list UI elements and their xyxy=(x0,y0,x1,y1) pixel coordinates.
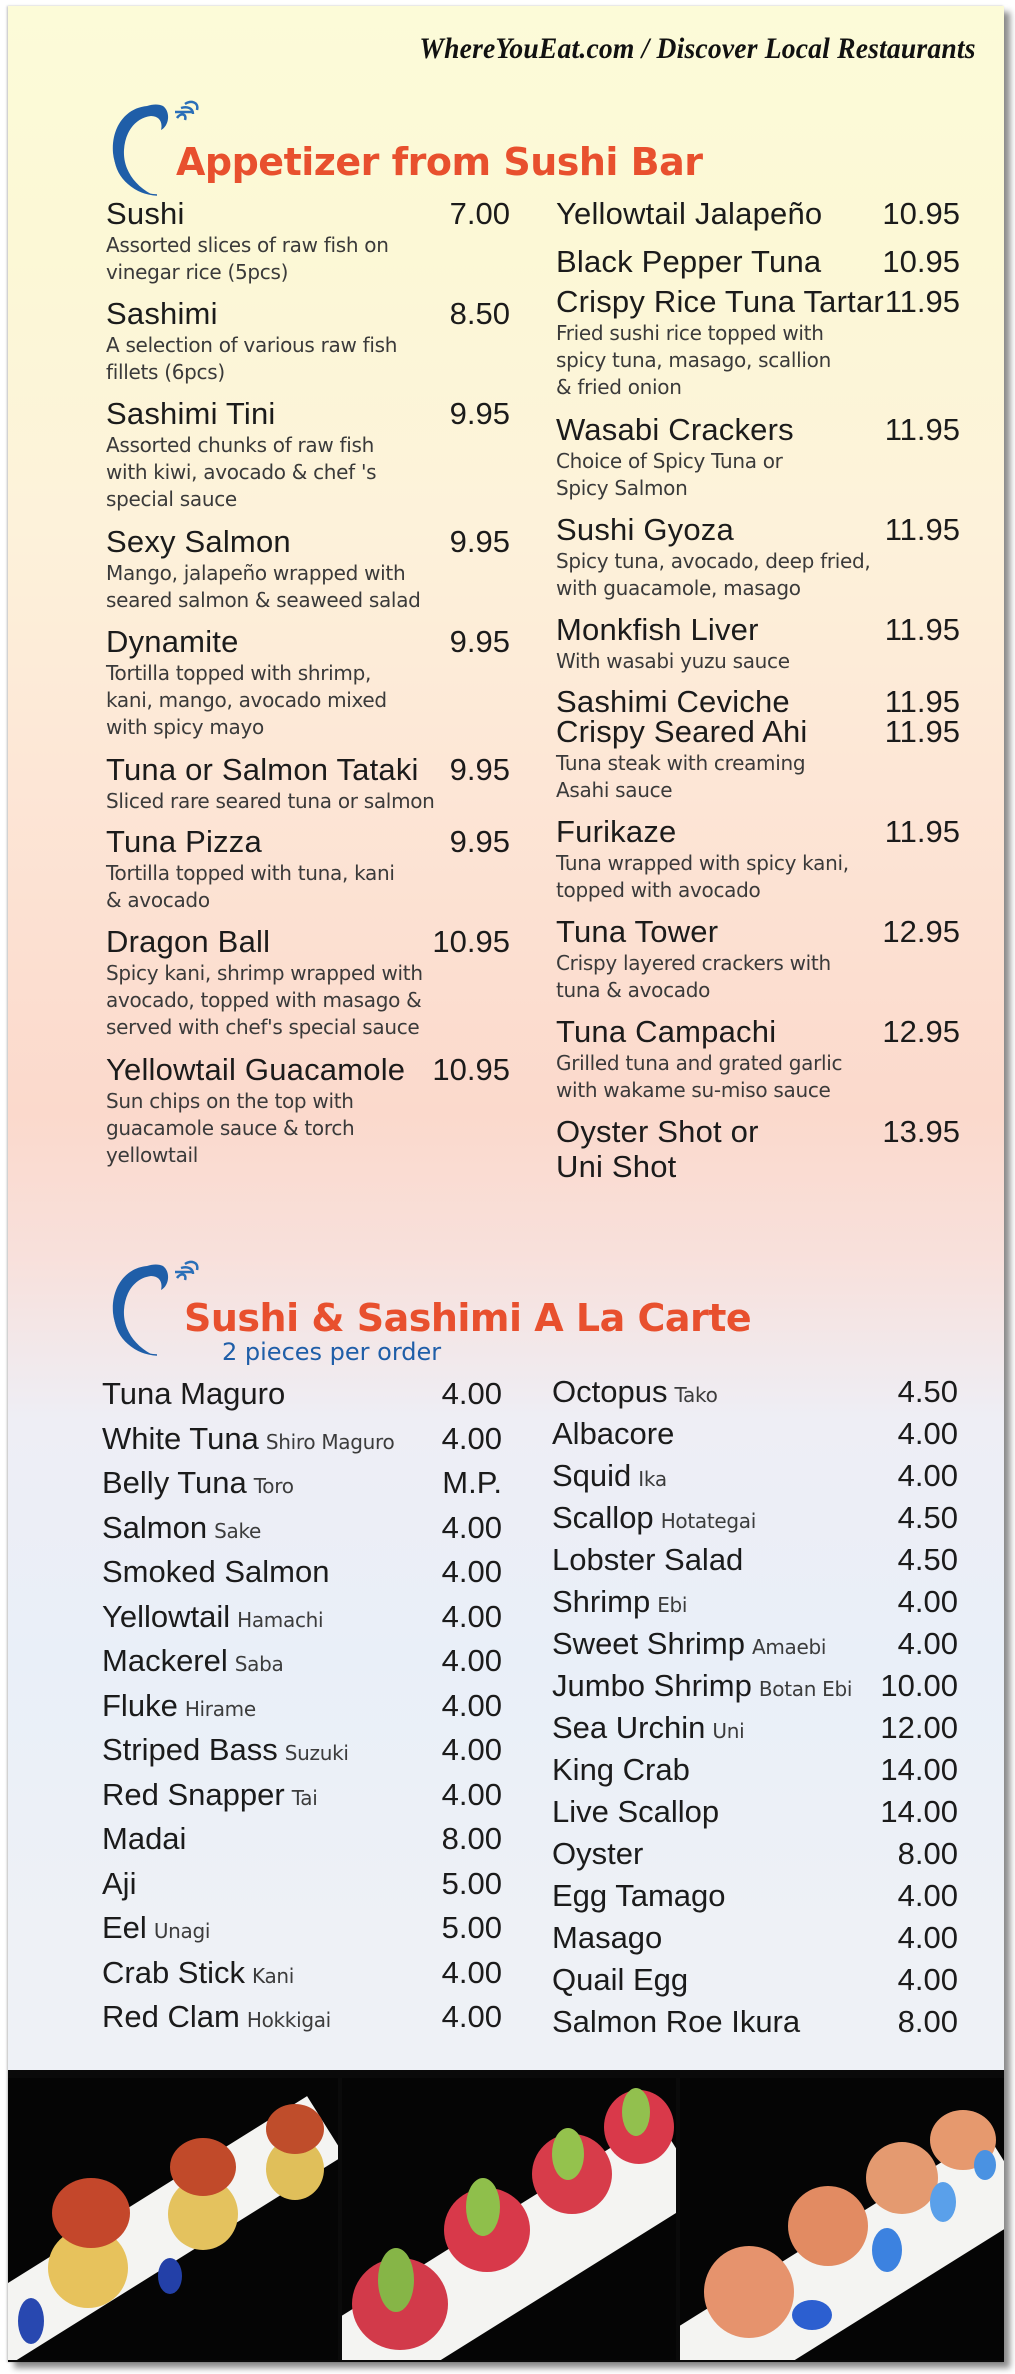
a-la-carte-item-name: Quail Egg xyxy=(552,1962,689,1997)
a-la-carte-item-japanese-name: Kani xyxy=(251,1963,295,1988)
menu-item-description xyxy=(106,860,510,914)
description-line: Asahi sauce xyxy=(556,778,673,802)
a-la-carte-item xyxy=(552,1920,958,1962)
a-la-carte-item-price: 5.00 xyxy=(441,1865,502,1901)
a-la-carte-item-price: 4.00 xyxy=(441,1732,502,1767)
menu-item-price: 11.95 xyxy=(884,512,960,547)
menu-item xyxy=(106,524,510,614)
menu-item-price: 9.95 xyxy=(449,624,510,659)
a-la-carte-item-name: Jumbo Shrimp xyxy=(552,1668,752,1703)
a-la-carte-item-label xyxy=(552,1836,643,1872)
a-la-carte-item-price: 4.00 xyxy=(441,1509,502,1545)
menu-item-name: Sushi Gyoza xyxy=(556,512,734,547)
menu-item-description xyxy=(106,332,510,386)
a-la-carte-item-price: 4.50 xyxy=(897,1542,958,1577)
a-la-carte-item-japanese-name: Botan Ebi xyxy=(758,1677,853,1701)
a-la-carte-item-label xyxy=(552,1584,687,1620)
a-la-carte-item-label xyxy=(102,1821,186,1857)
menu-item-price: 9.95 xyxy=(449,824,510,859)
a-la-carte-item-label xyxy=(552,1542,743,1578)
a-la-carte-right-column xyxy=(552,1376,958,2046)
a-la-carte-item xyxy=(552,1584,958,1626)
a-la-carte-item-price: 10.00 xyxy=(880,1668,958,1703)
description-line: Crispy layered crackers with xyxy=(556,951,831,975)
menu-item-description xyxy=(106,960,510,1041)
description-line: kani, mango, avocado mixed xyxy=(106,688,387,712)
description-line: Spicy Salmon xyxy=(556,476,688,500)
a-la-carte-item-label xyxy=(552,1416,674,1452)
description-line: guacamole sauce & torch xyxy=(106,1116,355,1140)
a-la-carte-section-title: Sushi & Sashimi A La Carte xyxy=(184,1296,752,1340)
a-la-carte-item xyxy=(552,1542,958,1584)
menu-item xyxy=(556,714,960,804)
a-la-carte-item xyxy=(552,1794,958,1836)
menu-item-price: 12.95 xyxy=(882,914,960,949)
menu-item-name: Dragon Ball xyxy=(106,924,271,959)
description-line: fillets (6pcs) xyxy=(106,360,225,384)
menu-item xyxy=(556,612,960,675)
a-la-carte-item-price: 5.00 xyxy=(441,1910,502,1945)
site-banner: WhereYouEat.com / Discover Local Restaurants xyxy=(419,32,976,65)
a-la-carte-item xyxy=(102,1777,502,1822)
menu-item-name: Sexy Salmon xyxy=(106,524,291,559)
menu-item-description xyxy=(556,448,960,502)
menu-item-name: Dynamite xyxy=(106,624,239,659)
a-la-carte-item xyxy=(552,1878,958,1920)
menu-item xyxy=(556,244,960,279)
a-la-carte-item-price: 4.00 xyxy=(441,1376,502,1411)
a-la-carte-item-name: Smoked Salmon xyxy=(102,1554,330,1589)
menu-item-name: Monkfish Liver xyxy=(556,612,759,647)
description-line: A selection of various raw fish xyxy=(106,333,398,357)
a-la-carte-item xyxy=(102,1910,502,1955)
a-la-carte-item xyxy=(102,1821,502,1866)
menu-item-price: 11.95 xyxy=(884,684,960,719)
a-la-carte-item-japanese-name: Hirame xyxy=(184,1696,256,1721)
a-la-carte-item-label xyxy=(102,1910,210,1946)
menu-item xyxy=(556,1014,960,1104)
a-la-carte-item-name: Sea Urchin xyxy=(552,1710,706,1745)
a-la-carte-item-label xyxy=(552,1710,744,1746)
a-la-carte-subtitle: 2 pieces per order xyxy=(222,1338,442,1366)
description-line: Spicy tuna, avocado, deep fried, xyxy=(556,549,871,573)
a-la-carte-item-japanese-name: Uni xyxy=(712,1719,745,1743)
a-la-carte-item-price: 4.00 xyxy=(441,1420,502,1456)
a-la-carte-item xyxy=(552,1836,958,1878)
a-la-carte-item xyxy=(552,1962,958,2004)
menu-item-description xyxy=(106,660,510,741)
menu-item-price: 11.95 xyxy=(884,714,960,749)
a-la-carte-item-price: 4.00 xyxy=(897,1458,958,1493)
a-la-carte-item-japanese-name: Hokkigai xyxy=(246,2008,331,2032)
menu-item-name: Yellowtail Jalapeño xyxy=(556,196,823,231)
a-la-carte-item-name: Live Scallop xyxy=(552,1794,720,1829)
a-la-carte-item-japanese-name: Toro xyxy=(253,1474,294,1498)
description-line: vinegar rice (5pcs) xyxy=(106,260,289,284)
a-la-carte-item-name: King Crab xyxy=(552,1752,690,1787)
a-la-carte-item-price: 4.00 xyxy=(897,1584,958,1619)
a-la-carte-item xyxy=(552,2004,958,2046)
menu-item-price: 7.00 xyxy=(449,196,510,231)
description-line: with spicy mayo xyxy=(106,715,264,739)
a-la-carte-item-label xyxy=(102,1999,331,2035)
menu-item-price: 11.95 xyxy=(884,412,960,447)
a-la-carte-item-price: 4.00 xyxy=(897,1878,958,1913)
a-la-carte-item xyxy=(552,1752,958,1794)
description-line: seared salmon & seaweed salad xyxy=(106,588,421,612)
a-la-carte-item-price: 8.00 xyxy=(897,2004,958,2039)
a-la-carte-item-price: 14.00 xyxy=(880,1794,958,1829)
a-la-carte-item-label xyxy=(102,1376,285,1412)
menu-item-price: 10.95 xyxy=(432,924,510,959)
a-la-carte-item-name: Aji xyxy=(102,1865,137,1901)
a-la-carte-item-price: 4.00 xyxy=(441,1999,502,2034)
menu-item-name: Tuna Tower xyxy=(556,914,719,949)
a-la-carte-item-japanese-name: Suzuki xyxy=(284,1741,349,1765)
a-la-carte-item xyxy=(102,1643,502,1688)
a-la-carte-item-price: 4.00 xyxy=(441,1954,502,1990)
a-la-carte-item-japanese-name: Tai xyxy=(291,1785,318,1810)
a-la-carte-item-japanese-name: Ebi xyxy=(657,1593,688,1617)
menu-item-price: 11.95 xyxy=(884,612,960,647)
a-la-carte-item-price: 4.50 xyxy=(897,1500,958,1535)
description-line: with wakame su-miso sauce xyxy=(556,1078,831,1102)
menu-item xyxy=(556,1114,960,1184)
a-la-carte-item-japanese-name: Unagi xyxy=(153,1919,211,1943)
a-la-carte-item-name: Belly Tuna xyxy=(102,1465,247,1500)
a-la-carte-item-japanese-name: Ika xyxy=(638,1467,667,1491)
description-line: With wasabi yuzu sauce xyxy=(556,649,790,673)
menu-item xyxy=(106,196,510,286)
a-la-carte-left-column xyxy=(102,1376,502,2044)
menu-item-description xyxy=(556,850,960,904)
menu-item xyxy=(556,512,960,602)
menu-item xyxy=(556,196,960,231)
a-la-carte-item-label xyxy=(102,1554,329,1590)
menu-item-price: 11.95 xyxy=(884,284,960,319)
menu-item-price: 10.95 xyxy=(882,196,960,231)
a-la-carte-item-label xyxy=(102,1688,256,1724)
description-line: Choice of Spicy Tuna or xyxy=(556,449,783,473)
description-line: Tuna steak with creaming xyxy=(556,751,806,775)
description-line: Fried sushi rice topped with xyxy=(556,321,824,345)
menu-item-price: 9.95 xyxy=(449,524,510,559)
a-la-carte-item-price: 4.00 xyxy=(441,1687,502,1723)
a-la-carte-item-price: 4.00 xyxy=(897,1962,958,1997)
a-la-carte-item-name: Salmon xyxy=(102,1509,208,1545)
a-la-carte-item xyxy=(102,1866,502,1911)
a-la-carte-item-name: Red Snapper xyxy=(102,1776,285,1812)
menu-item-name: Sushi xyxy=(106,196,185,231)
description-line: spicy tuna, masago, scallion xyxy=(556,348,831,372)
menu-item-price: 9.95 xyxy=(449,396,510,431)
a-la-carte-item-name: Octopus xyxy=(552,1374,668,1409)
menu-item-description xyxy=(106,432,510,513)
description-line: Tuna wrapped with spicy kani, xyxy=(556,851,849,875)
a-la-carte-item-label xyxy=(102,1599,323,1635)
menu-item-description xyxy=(556,648,960,675)
a-la-carte-item-price: 8.00 xyxy=(897,1836,958,1871)
a-la-carte-item-label xyxy=(552,1752,690,1788)
a-la-carte-item-label xyxy=(552,1500,756,1536)
menu-item-description xyxy=(106,232,510,286)
description-line: tuna & avocado xyxy=(556,978,711,1002)
a-la-carte-item-label xyxy=(552,1794,719,1830)
menu-item-price: 12.95 xyxy=(882,1014,960,1049)
description-line: Tortilla topped with tuna, kani xyxy=(106,861,395,885)
a-la-carte-item xyxy=(552,1626,958,1668)
a-la-carte-item-label xyxy=(102,1465,294,1501)
a-la-carte-item-name: Shrimp xyxy=(552,1584,651,1619)
description-line: special sauce xyxy=(106,487,237,511)
menu-item-name: Tuna or Salmon Tataki xyxy=(106,752,419,787)
description-line: Spicy kani, shrimp wrapped with xyxy=(106,961,423,985)
a-la-carte-item-price: M.P. xyxy=(442,1465,502,1500)
a-la-carte-item-label xyxy=(102,1421,394,1457)
menu-item-description xyxy=(556,1050,960,1104)
seared-salmon-balls-photo xyxy=(680,2078,1004,2360)
a-la-carte-item-label xyxy=(102,1777,318,1813)
a-la-carte-item-japanese-name: Hamachi xyxy=(237,1607,324,1632)
a-la-carte-item-label xyxy=(552,2004,800,2040)
a-la-carte-item-name: Striped Bass xyxy=(102,1732,278,1767)
a-la-carte-item-name: Eel xyxy=(102,1910,147,1945)
a-la-carte-item-price: 4.00 xyxy=(897,1920,958,1955)
menu-item xyxy=(556,412,960,502)
a-la-carte-item-name: Salmon Roe Ikura xyxy=(552,2004,801,2039)
a-la-carte-item xyxy=(102,1599,502,1644)
menu-item-name: Crispy Rice Tuna Tartar xyxy=(556,284,884,319)
a-la-carte-item-price: 14.00 xyxy=(880,1752,958,1787)
description-line: topped with avocado xyxy=(556,878,761,902)
a-la-carte-item-name: Fluke xyxy=(102,1687,178,1723)
description-line: Assorted chunks of raw fish xyxy=(106,433,374,457)
a-la-carte-item xyxy=(102,1510,502,1555)
a-la-carte-item-name: Oyster xyxy=(552,1836,644,1871)
menu-item-description xyxy=(106,1088,510,1169)
menu-item xyxy=(106,296,510,386)
menu-item xyxy=(556,284,960,401)
menu-item-price: 11.95 xyxy=(884,814,960,849)
a-la-carte-item xyxy=(102,1999,502,2044)
a-la-carte-item-label xyxy=(552,1626,826,1662)
description-line: Mango, jalapeño wrapped with xyxy=(106,561,406,585)
menu-item-name: Crispy Seared Ahi xyxy=(556,714,808,749)
menu-item-name-line: Oyster Shot or xyxy=(556,1114,759,1149)
menu-item xyxy=(556,914,960,1004)
menu-item xyxy=(106,924,510,1041)
description-line: with guacamole, masago xyxy=(556,576,801,600)
a-la-carte-item-label xyxy=(552,1878,726,1914)
a-la-carte-item-name: Tuna Maguro xyxy=(102,1376,286,1411)
a-la-carte-section-header xyxy=(102,1258,782,1378)
menu-item-price: 9.95 xyxy=(449,752,510,787)
a-la-carte-item-name: Egg Tamago xyxy=(552,1878,726,1913)
a-la-carte-item-label xyxy=(552,1962,688,1998)
a-la-carte-item-label xyxy=(102,1866,136,1902)
description-line: Sun chips on the top with xyxy=(106,1089,354,1113)
menu-item xyxy=(106,1052,510,1169)
description-line: Tortilla topped with shrimp, xyxy=(106,661,372,685)
menu-page xyxy=(8,6,1004,2362)
menu-item xyxy=(106,624,510,741)
a-la-carte-item xyxy=(552,1710,958,1752)
menu-item xyxy=(106,396,510,513)
a-la-carte-item-japanese-name: Hotategai xyxy=(660,1509,757,1533)
a-la-carte-item-name: Lobster Salad xyxy=(552,1542,744,1577)
description-line: with kiwi, avocado & chef 's xyxy=(106,460,377,484)
a-la-carte-item-price: 8.00 xyxy=(441,1821,502,1856)
a-la-carte-item-label xyxy=(552,1374,718,1410)
a-la-carte-item-label xyxy=(102,1510,261,1546)
menu-item-description xyxy=(106,788,510,815)
menu-item-name-line: Uni Shot xyxy=(556,1149,677,1184)
a-la-carte-item-price: 12.00 xyxy=(880,1710,958,1745)
menu-item-name: Tuna Pizza xyxy=(106,824,262,859)
crispy-rice-tuna-photo xyxy=(8,2078,338,2360)
a-la-carte-item-label xyxy=(102,1732,349,1768)
menu-item-description xyxy=(556,750,960,804)
a-la-carte-item-name: Crab Stick xyxy=(102,1954,245,1990)
menu-item-price: 10.95 xyxy=(882,244,960,279)
menu-item-description xyxy=(556,548,960,602)
a-la-carte-item-japanese-name: Amaebi xyxy=(751,1635,827,1659)
a-la-carte-item xyxy=(552,1416,958,1458)
a-la-carte-item-price: 4.00 xyxy=(441,1598,502,1634)
a-la-carte-item-name: Red Clam xyxy=(102,1999,240,2034)
menu-item-name: Black Pepper Tuna xyxy=(556,244,822,279)
a-la-carte-item-price: 4.00 xyxy=(897,1416,958,1451)
menu-item xyxy=(106,752,510,815)
menu-item-description xyxy=(556,950,960,1004)
a-la-carte-item-name: Masago xyxy=(552,1920,663,1955)
menu-item-description xyxy=(106,560,510,614)
a-la-carte-item-name: Mackerel xyxy=(102,1643,228,1678)
a-la-carte-item xyxy=(102,1732,502,1777)
description-line: Grilled tuna and grated garlic xyxy=(556,1051,843,1075)
a-la-carte-item-label xyxy=(552,1668,852,1704)
a-la-carte-item-name: Madai xyxy=(102,1821,187,1856)
a-la-carte-item-name: Albacore xyxy=(552,1416,675,1451)
description-line: & avocado xyxy=(106,888,210,912)
appetizer-section-header xyxy=(102,98,722,198)
description-line: & fried onion xyxy=(556,375,682,399)
a-la-carte-item xyxy=(102,1955,502,2000)
menu-item xyxy=(556,814,960,904)
a-la-carte-item-price: 4.00 xyxy=(441,1776,502,1812)
a-la-carte-item-japanese-name: Tako xyxy=(674,1383,718,1407)
a-la-carte-item xyxy=(102,1421,502,1466)
description-line: avocado, topped with masago & xyxy=(106,988,422,1012)
a-la-carte-item xyxy=(552,1458,958,1500)
menu-item-name: Sashimi xyxy=(106,296,218,331)
a-la-carte-item xyxy=(552,1668,958,1710)
description-line: yellowtail xyxy=(106,1143,199,1167)
description-line: Sliced rare seared tuna or salmon xyxy=(106,789,435,813)
a-la-carte-item-price: 4.50 xyxy=(897,1374,958,1409)
menu-item-price: 10.95 xyxy=(432,1052,510,1087)
menu-item-description xyxy=(556,320,960,401)
a-la-carte-item-label xyxy=(102,1643,283,1679)
a-la-carte-item-label xyxy=(552,1920,662,1956)
menu-item-name: Yellowtail Guacamole xyxy=(106,1052,406,1087)
a-la-carte-item xyxy=(552,1374,958,1416)
a-la-carte-item-price: 4.00 xyxy=(897,1626,958,1661)
a-la-carte-item xyxy=(102,1554,502,1599)
a-la-carte-item xyxy=(102,1688,502,1733)
menu-item-name: Sashimi Tini xyxy=(106,396,276,431)
a-la-carte-item xyxy=(102,1465,502,1510)
a-la-carte-item-japanese-name: Sake xyxy=(214,1518,262,1543)
a-la-carte-item-japanese-name: Saba xyxy=(234,1652,284,1676)
menu-item-name xyxy=(556,1114,759,1184)
a-la-carte-item xyxy=(552,1500,958,1542)
tuna-avocado-balls-photo xyxy=(342,2078,676,2360)
menu-item-name: Sashimi Ceviche xyxy=(556,684,790,719)
a-la-carte-item-label xyxy=(552,1458,667,1494)
a-la-carte-item-japanese-name: Shiro Maguro xyxy=(265,1429,395,1454)
a-la-carte-item-price: 4.00 xyxy=(441,1643,502,1678)
a-la-carte-item xyxy=(102,1376,502,1421)
description-line: Assorted slices of raw fish on xyxy=(106,233,389,257)
menu-item-price: 13.95 xyxy=(882,1114,960,1149)
description-line: served with chef's special sauce xyxy=(106,1015,420,1039)
food-photo-strip xyxy=(8,2070,1004,2362)
a-la-carte-item-name: Squid xyxy=(552,1458,632,1493)
a-la-carte-item-price: 4.00 xyxy=(441,1554,502,1589)
a-la-carte-item-name: Sweet Shrimp xyxy=(552,1626,745,1661)
a-la-carte-item-label xyxy=(102,1955,294,1991)
menu-item-name: Tuna Campachi xyxy=(556,1014,777,1049)
menu-item-name: Wasabi Crackers xyxy=(556,412,794,447)
menu-item xyxy=(106,824,510,914)
a-la-carte-item-name: White Tuna xyxy=(102,1420,259,1456)
a-la-carte-item-name: Scallop xyxy=(552,1500,654,1535)
appetizer-section-title: Appetizer from Sushi Bar xyxy=(176,140,703,184)
a-la-carte-item-name: Yellowtail xyxy=(102,1598,231,1634)
menu-item-name: Furikaze xyxy=(556,814,677,849)
menu-item-price: 8.50 xyxy=(449,296,510,331)
